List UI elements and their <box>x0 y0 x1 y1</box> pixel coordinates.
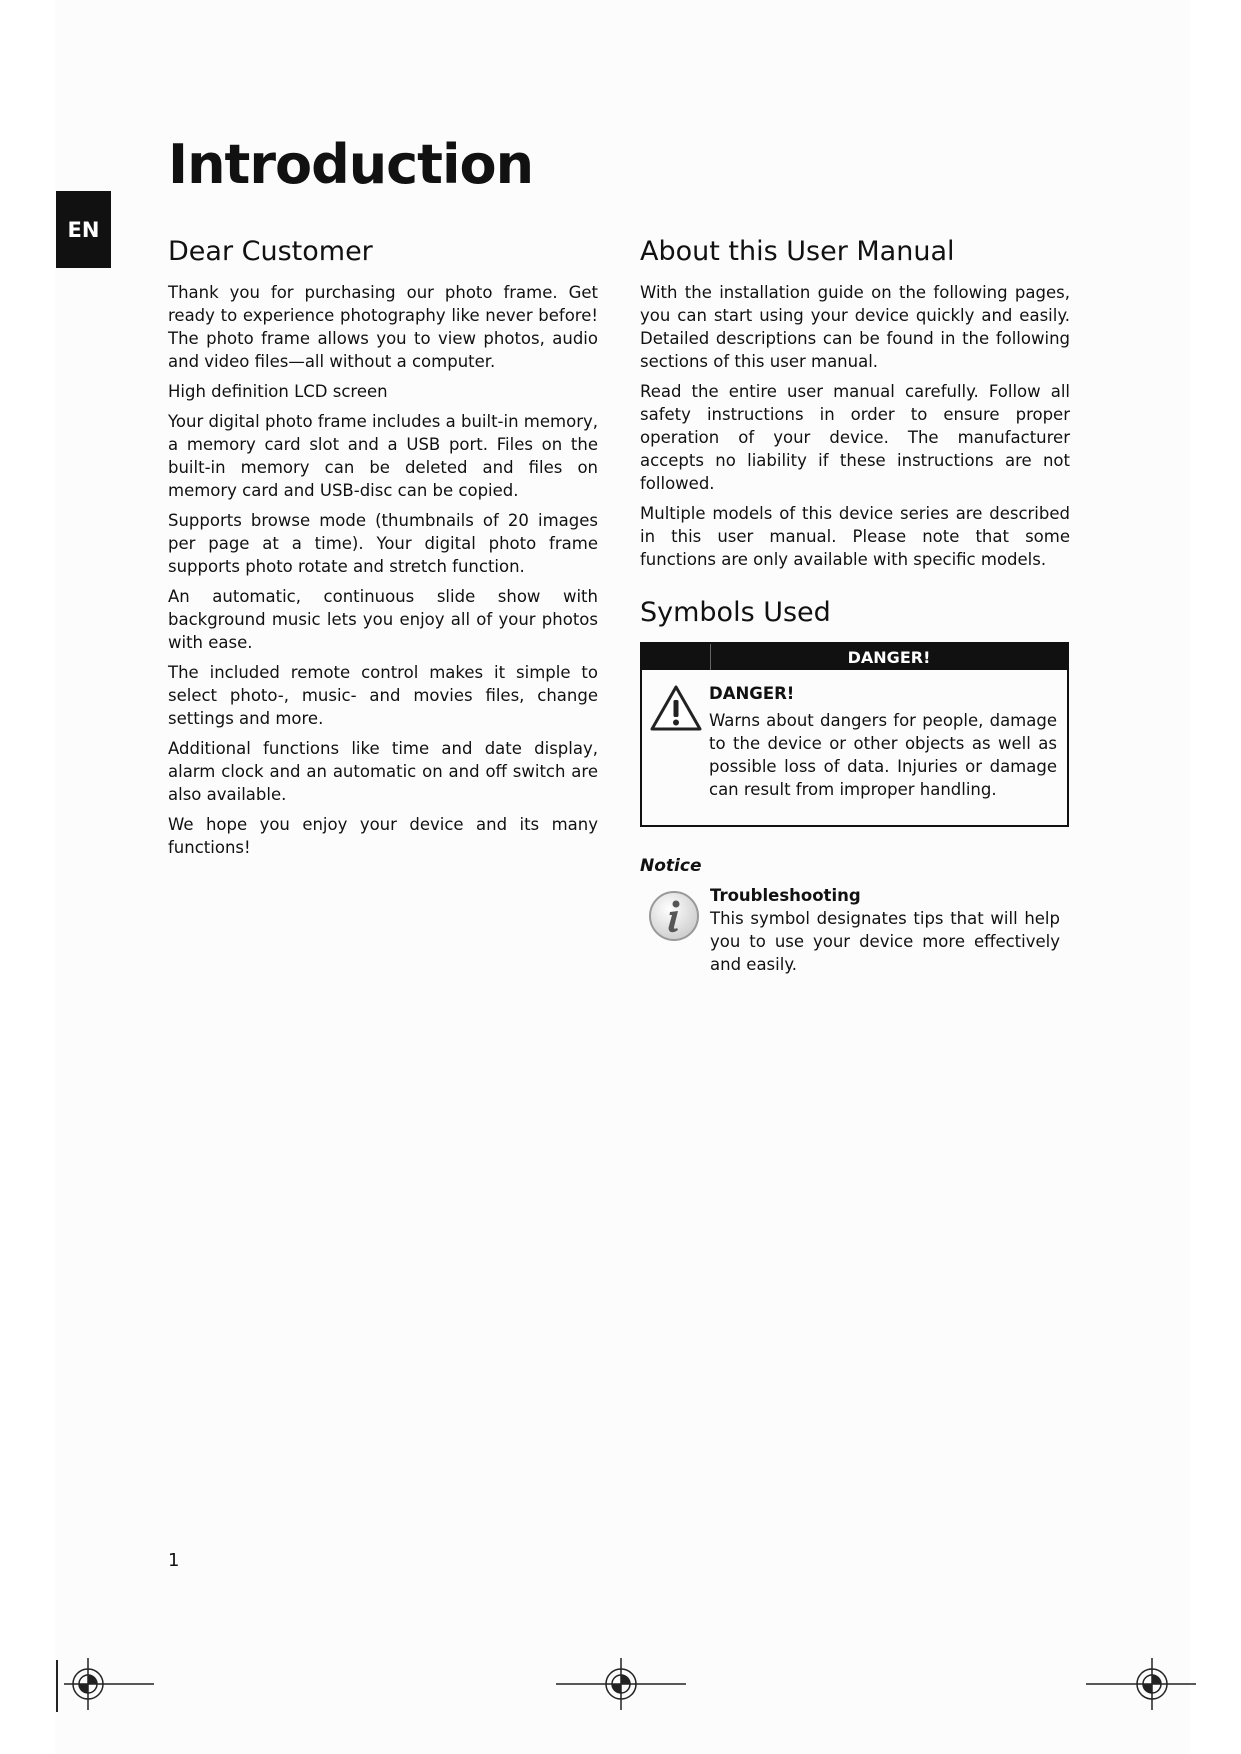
left-column <box>168 235 598 866</box>
intro-paragraph-6: The included remote control makes it simple to select photo-, music- and movies files, change settings and more. <box>168 663 598 728</box>
registration-mark-left <box>64 1654 154 1714</box>
intro-paragraph-2: High definition LCD screen <box>168 382 388 401</box>
notice-content <box>710 884 1060 983</box>
right-column <box>640 235 1070 984</box>
notice-text: This symbol designates tips that will help you to use your device more effectively and easily. <box>710 909 1060 974</box>
about-paragraph-2: Read the entire user manual carefully. Follow all safety instructions in order to ensure proper operation of your device. The manufacturer accepts no liability if these instructions are not followed. <box>640 382 1070 493</box>
intro-paragraph-4: Supports browse mode (thumbnails of 20 images per page at a time). Your digital photo frame supports photo rotate and stretch function. <box>168 511 598 576</box>
dear-customer-heading: Dear Customer <box>168 236 373 267</box>
notice-row <box>640 884 1070 984</box>
page-title: Introduction <box>168 133 534 196</box>
about-paragraph-3: Multiple models of this device series are described in this user manual. Please note that some functions are only available with specific models. <box>640 504 1070 569</box>
symbols-used-heading: Symbols Used <box>640 597 831 628</box>
spacer <box>640 578 1070 596</box>
danger-content <box>709 682 1057 808</box>
page-number: 1 <box>168 1550 180 1571</box>
intro-paragraph-5: An automatic, continuous slide show with background music lets you enjoy all of your photos with ease. <box>168 587 598 652</box>
danger-text: Warns about dangers for people, damage to the device or other objects as well as possible loss of data. Injuries or damage can result from improper handling. <box>709 711 1057 799</box>
warning-triangle-icon <box>650 684 702 732</box>
danger-bar-label: DANGER! <box>847 647 931 667</box>
language-tab: EN <box>56 191 111 268</box>
notice-heading: Troubleshooting <box>710 886 861 905</box>
registration-mark-right <box>1086 1654 1196 1714</box>
notice-label: Notice <box>640 856 702 876</box>
intro-paragraph-8: We hope you enjoy your device and its many functions! <box>168 815 598 857</box>
crop-mark-line <box>56 1660 58 1712</box>
about-paragraph-1: With the installation guide on the following pages, you can start using your device quickly and easily. Detailed descriptions can be found in the following sections of this user manual. <box>640 283 1070 371</box>
intro-paragraph-7: Additional functions like time and date display, alarm clock and an automatic on and off switch are also available. <box>168 739 598 804</box>
danger-box <box>640 642 1069 827</box>
about-manual-heading: About this User Manual <box>640 236 955 267</box>
intro-paragraph-3: Your digital photo frame includes a built-in memory, a memory card slot and a USB port. Files on the built-in memory can be deleted and files on memory card and USB-disc can be copied. <box>168 412 598 500</box>
danger-bar-spacer <box>642 644 711 670</box>
info-icon <box>648 890 700 942</box>
danger-header-bar <box>642 644 1067 670</box>
danger-heading: DANGER! <box>709 684 795 703</box>
intro-paragraph-1: Thank you for purchasing our photo frame. Get ready to experience photography like never before! The photo frame allows you to view photos, audio and video files—all without a computer. <box>168 283 598 371</box>
registration-mark-center <box>556 1654 686 1714</box>
